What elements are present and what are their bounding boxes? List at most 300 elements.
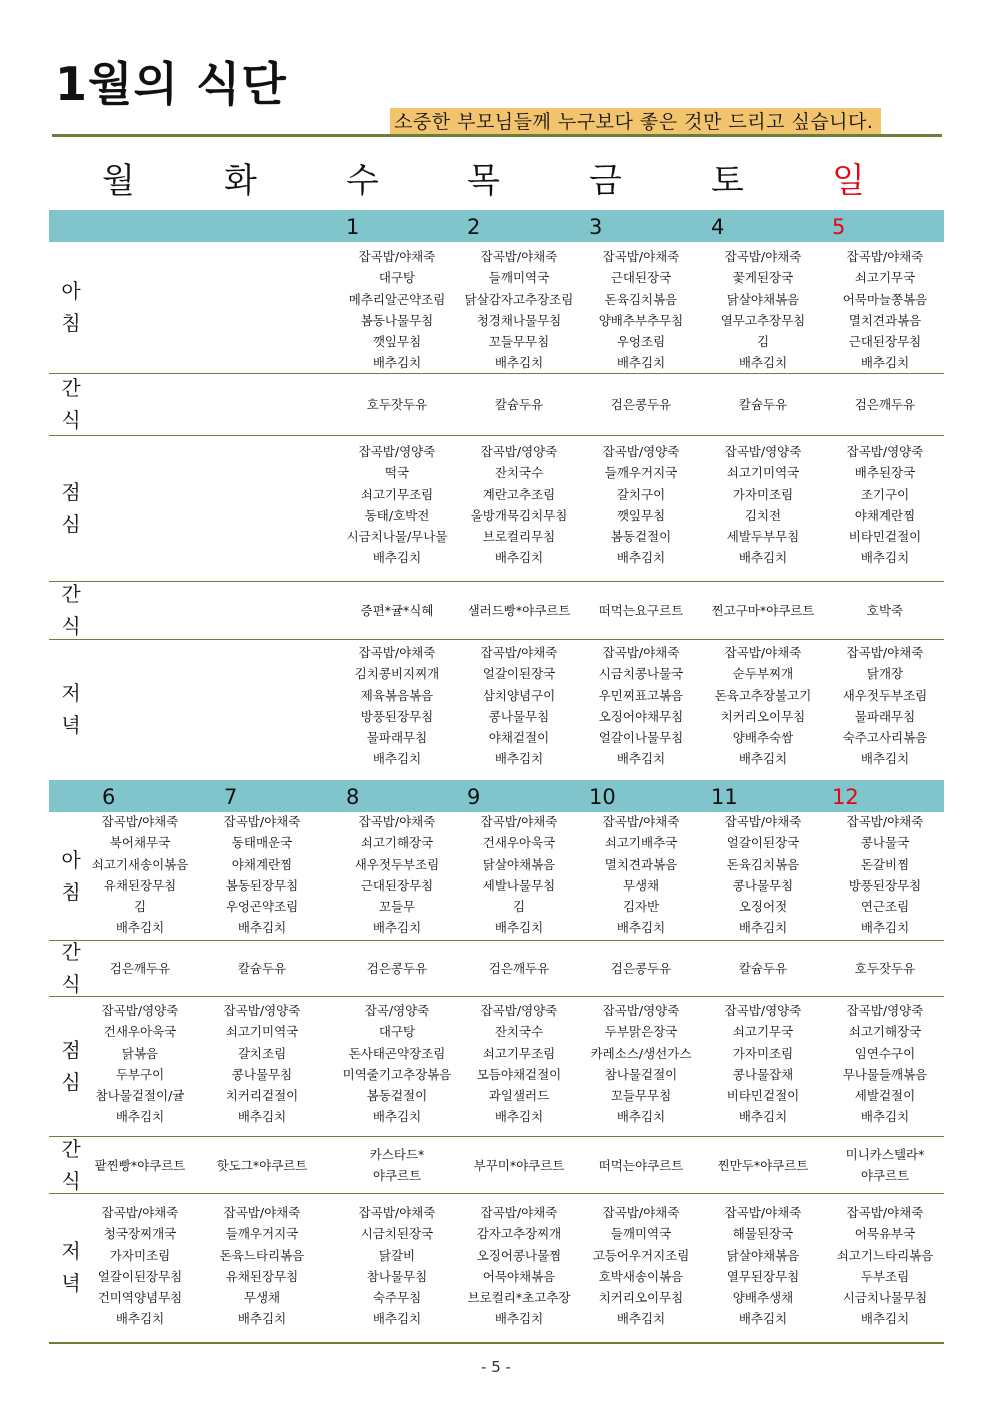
menu-item: 두부맑은장국 <box>604 1024 678 1040</box>
menu-item: 야채계란찜 <box>231 856 293 872</box>
menu-item: 대구탕 <box>378 270 416 286</box>
menu-item: 김 <box>512 899 526 915</box>
menu-cell <box>80 1202 200 1330</box>
menu-cell <box>825 958 945 979</box>
menu-item: 잔치국수 <box>494 1024 544 1040</box>
menu-cell <box>581 1202 701 1330</box>
meal-section-breakfast <box>49 242 944 374</box>
meal-label: 저 녁 <box>61 1239 81 1295</box>
menu-item: 배추김치 <box>237 1311 287 1327</box>
menu-item: 건미역양념무침 <box>97 1290 183 1306</box>
date-number: 10 <box>589 785 616 809</box>
menu-item: 임연수구이 <box>854 1045 916 1061</box>
menu-cell <box>80 1155 200 1176</box>
menu-item: 닭살감자고추장조림 <box>464 291 574 307</box>
menu-item: 감자고추장찌개 <box>476 1226 562 1242</box>
menu-cell <box>202 1000 322 1128</box>
menu-item: 모듬야채겉절이 <box>476 1066 562 1082</box>
menu-item: 치커리오이무침 <box>720 708 806 724</box>
menu-cell <box>825 246 945 374</box>
menu-item: 계란고추조림 <box>482 486 556 502</box>
menu-item: 돈육김치볶음 <box>604 291 678 307</box>
menu-item: 유채된장무침 <box>103 877 177 893</box>
menu-item: 김자반 <box>622 899 660 915</box>
menu-cell <box>825 394 945 415</box>
menu-cell <box>337 811 457 939</box>
menu-item: 잡곡밥/영양죽 <box>846 444 924 459</box>
menu-item: 잡곡밥/야채죽 <box>223 1205 301 1220</box>
menu-cell <box>825 441 945 569</box>
menu-item: 찐만두*야쿠르트 <box>717 1157 809 1173</box>
menu-item: 들깨미역국 <box>610 1226 672 1242</box>
menu-item: 시금치나물/무나물 <box>346 529 448 545</box>
menu-item: 얼갈이나물무침 <box>598 730 684 746</box>
menu-item: 무나물들깨볶음 <box>842 1066 928 1082</box>
menu-item: 배추김치 <box>372 1311 422 1327</box>
menu-item: 무생채 <box>243 1290 281 1306</box>
menu-cell <box>459 1000 579 1128</box>
menu-cell <box>337 246 457 374</box>
meal-label: 간 식 <box>61 1136 81 1193</box>
menu-cell <box>80 811 200 939</box>
menu-item: 치커리오이무침 <box>598 1290 684 1306</box>
menu-item: 세발나물무침 <box>482 877 556 893</box>
menu-item: 김치전 <box>744 507 782 523</box>
menu-item: 비타민겉절이 <box>726 1088 800 1104</box>
menu-item: 미니카스텔라* <box>845 1147 925 1163</box>
menu-item: 대구탕 <box>378 1024 416 1040</box>
menu-item: 칼슘두유 <box>738 961 788 977</box>
menu-cell <box>703 958 823 979</box>
menu-item: 닭갈비 <box>378 1247 416 1263</box>
menu-cell <box>202 811 322 939</box>
menu-item: 동태매운국 <box>231 835 293 851</box>
menu-item: 배추김치 <box>372 1109 422 1125</box>
menu-item: 삼치양념구이 <box>482 687 556 703</box>
menu-cell <box>703 1202 823 1330</box>
menu-cell <box>825 811 945 939</box>
menu-item: 돈육김치볶음 <box>726 856 800 872</box>
menu-item: 봄동겉절이 <box>366 1088 428 1104</box>
menu-item: 들깨우거지국 <box>604 465 678 481</box>
menu-item: 검은콩두유 <box>610 397 672 413</box>
menu-item: 꼬들무무침 <box>610 1088 672 1104</box>
menu-item: 쇠고기새송이볶음 <box>91 856 189 872</box>
date-number: 11 <box>711 785 738 809</box>
menu-item: 쇠고기무조림 <box>360 486 434 502</box>
menu-item: 근대된장국 <box>610 270 672 286</box>
menu-item: 배추김치 <box>237 1109 287 1125</box>
meal-label: 간 식 <box>61 582 81 638</box>
menu-cell <box>337 394 457 415</box>
menu-item: 얼갈이된장무침 <box>97 1268 183 1284</box>
menu-cell <box>581 1155 701 1176</box>
menu-item: 양배추부추무침 <box>598 312 684 328</box>
menu-item: 호박죽 <box>866 603 904 619</box>
menu-cell <box>825 1144 945 1187</box>
menu-item: 검은깨두유 <box>854 397 916 413</box>
menu-item: 열무고추장무침 <box>720 312 806 328</box>
menu-item: 배추김치 <box>860 550 910 566</box>
menu-cell <box>459 1155 579 1176</box>
menu-item: 얼갈이된장국 <box>482 666 556 682</box>
menu-item: 콩나물무침 <box>488 708 550 724</box>
menu-item: 참나물겉절이/귤 <box>95 1088 185 1104</box>
menu-cell <box>459 441 579 569</box>
menu-item: 배추김치 <box>237 920 287 936</box>
menu-cell <box>337 958 457 979</box>
menu-item: 잡곡밥/야채죽 <box>846 249 924 264</box>
menu-item: 방풍된장무침 <box>848 877 922 893</box>
menu-item: 미역줄기고추장볶음 <box>342 1066 452 1082</box>
menu-item: 잡곡밥/야채죽 <box>358 1205 436 1220</box>
menu-cell <box>337 1000 457 1128</box>
meal-section-snack1 <box>49 374 944 436</box>
menu-item: 검은콩두유 <box>610 961 672 977</box>
menu-item: 잡곡밥/영양죽 <box>101 1003 179 1018</box>
menu-item: 잡곡밥/야채죽 <box>480 814 558 829</box>
meal-label: 점 심 <box>61 480 81 536</box>
menu-item: 쇠고기무조림 <box>482 1045 556 1061</box>
day-tue: 화 <box>224 161 257 201</box>
menu-item: 잡곡밥/야채죽 <box>602 1205 680 1220</box>
menu-cell <box>459 642 579 770</box>
menu-item: 열무된장무침 <box>726 1268 800 1284</box>
title-divider <box>52 134 942 137</box>
meal-label: 간 식 <box>61 376 81 432</box>
page-subtitle: 소중한 부모님들께 누구보다 좋은 것만 드리고 싶습니다. <box>390 108 881 136</box>
menu-item: 배추김치 <box>860 751 910 767</box>
menu-cell <box>581 246 701 374</box>
menu-item: 김 <box>756 334 770 350</box>
menu-cell <box>459 811 579 939</box>
menu-cell <box>459 958 579 979</box>
menu-item: 쇠고기느타리볶음 <box>836 1247 934 1263</box>
menu-item: 배추김치 <box>738 1311 788 1327</box>
day-sun: 일 <box>832 161 865 201</box>
date-number: 4 <box>711 215 725 239</box>
menu-item: 핫도그*야쿠르트 <box>216 1157 308 1173</box>
menu-item: 숙주무침 <box>372 1290 422 1306</box>
menu-item: 배추김치 <box>860 1109 910 1125</box>
menu-item: 야채계란찜 <box>854 507 916 523</box>
menu-item: 야쿠르트 <box>860 1168 910 1184</box>
menu-item: 찐고구마*야쿠르트 <box>711 603 815 619</box>
menu-item: 물파래무침 <box>366 730 428 746</box>
menu-item: 배추김치 <box>494 1109 544 1125</box>
menu-cell <box>337 1144 457 1187</box>
menu-item: 잡곡밥/야채죽 <box>602 814 680 829</box>
menu-item: 배추김치 <box>494 355 544 371</box>
menu-item: 잡곡밥/야채죽 <box>101 814 179 829</box>
menu-cell <box>337 1202 457 1330</box>
menu-item: 새우젓두부조림 <box>354 856 440 872</box>
meal-section-lunch <box>49 997 944 1137</box>
menu-item: 세발두부무침 <box>726 529 800 545</box>
menu-item: 배추김치 <box>115 1109 165 1125</box>
meal-section-lunch <box>49 436 944 582</box>
menu-item: 우민찌표고볶음 <box>598 687 684 703</box>
menu-cell <box>337 441 457 569</box>
menu-item: 참나물겉절이 <box>604 1066 678 1082</box>
menu-cell <box>825 1202 945 1330</box>
menu-item: 잡곡밥/영양죽 <box>480 1003 558 1018</box>
menu-item: 양배추숙쌈 <box>732 730 794 746</box>
menu-cell <box>825 600 945 621</box>
menu-item: 쇠고기무국 <box>854 270 916 286</box>
menu-item: 칼슘두유 <box>237 961 287 977</box>
meal-section-breakfast <box>49 812 944 941</box>
menu-item: 시금치된장국 <box>360 1226 434 1242</box>
menu-item: 깻잎무침 <box>616 507 666 523</box>
menu-item: 잔치국수 <box>494 465 544 481</box>
menu-cell <box>703 811 823 939</box>
menu-item: 시금치콩나물국 <box>598 666 684 682</box>
menu-item: 쇠고기미역국 <box>225 1024 299 1040</box>
menu-item: 배추김치 <box>616 550 666 566</box>
menu-item: 잡곡밥/영양죽 <box>846 1003 924 1018</box>
menu-item: 브로컬리무침 <box>482 529 556 545</box>
menu-item: 배추김치 <box>494 751 544 767</box>
date-band <box>49 780 944 812</box>
menu-item: 야쿠르트 <box>372 1168 422 1184</box>
menu-item: 배추김치 <box>494 1311 544 1327</box>
menu-item: 잡곡밥/야채죽 <box>223 814 301 829</box>
menu-item: 배추김치 <box>115 920 165 936</box>
menu-cell <box>703 1155 823 1176</box>
menu-cell <box>581 600 701 621</box>
menu-item: 검은깨두유 <box>109 961 171 977</box>
menu-item: 잡곡밥/야채죽 <box>602 249 680 264</box>
menu-cell <box>337 642 457 770</box>
menu-item: 잡곡밥/영양죽 <box>358 444 436 459</box>
day-thu: 목 <box>467 161 500 201</box>
menu-item: 꽃게된장국 <box>732 270 794 286</box>
menu-item: 검은깨두유 <box>488 961 550 977</box>
menu-item: 증편*귤*식혜 <box>360 603 434 619</box>
menu-item: 배추김치 <box>738 920 788 936</box>
menu-cell <box>703 394 823 415</box>
menu-cell <box>202 1202 322 1330</box>
menu-item: 배추된장국 <box>854 465 916 481</box>
menu-item: 잡곡밥/야채죽 <box>358 814 436 829</box>
menu-item: 봄동나물무침 <box>360 312 434 328</box>
date-number: 5 <box>832 215 846 239</box>
menu-item: 배추김치 <box>860 355 910 371</box>
date-number: 12 <box>832 785 859 809</box>
menu-item: 호두잣두유 <box>854 961 916 977</box>
menu-item: 근대된장무침 <box>360 877 434 893</box>
menu-item: 어묵마늘쫑볶음 <box>842 291 928 307</box>
menu-item: 청경채나물무침 <box>476 312 562 328</box>
menu-item: 야채겉절이 <box>488 730 550 746</box>
date-band <box>49 210 944 242</box>
menu-item: 참나물무침 <box>366 1268 428 1284</box>
menu-item: 배추김치 <box>738 355 788 371</box>
meal-label: 점 심 <box>61 1038 81 1094</box>
menu-item: 배추김치 <box>616 1311 666 1327</box>
menu-item: 연근조림 <box>860 899 910 915</box>
menu-item: 쇠고기해장국 <box>848 1024 922 1040</box>
meal-section-snack2 <box>49 582 944 640</box>
bottom-divider <box>49 1342 944 1344</box>
menu-item: 칼슘두유 <box>494 397 544 413</box>
menu-item: 비타민겉절이 <box>848 529 922 545</box>
menu-cell <box>202 1155 322 1176</box>
menu-item: 콩나물잡채 <box>732 1066 794 1082</box>
menu-cell <box>581 642 701 770</box>
menu-cell <box>581 441 701 569</box>
menu-cell <box>581 958 701 979</box>
menu-item: 배추김치 <box>616 920 666 936</box>
menu-item: 봄동된장무침 <box>225 877 299 893</box>
meal-label: 저 녁 <box>61 681 81 737</box>
menu-item: 배추김치 <box>616 355 666 371</box>
menu-item: 울방개묵김치무침 <box>470 507 568 523</box>
menu-cell <box>337 600 457 621</box>
menu-item: 닭살야채볶음 <box>726 291 800 307</box>
menu-item: 근대된장무침 <box>848 334 922 350</box>
menu-item: 잡곡밥/야채죽 <box>480 1205 558 1220</box>
menu-item: 팥찐빵*야쿠르트 <box>94 1157 186 1173</box>
menu-item: 잡곡밥/야채죽 <box>101 1205 179 1220</box>
menu-cell <box>80 1000 200 1128</box>
date-number: 8 <box>346 785 360 809</box>
menu-cell <box>703 1000 823 1128</box>
menu-item: 잡곡밥/야채죽 <box>724 814 802 829</box>
menu-item: 방풍된장무침 <box>360 708 434 724</box>
menu-item: 배추김치 <box>372 920 422 936</box>
menu-item: 건새우아욱국 <box>103 1024 177 1040</box>
menu-cell <box>581 394 701 415</box>
menu-item: 가자미조림 <box>732 486 794 502</box>
menu-item: 봄동겉절이 <box>610 529 672 545</box>
menu-item: 돈갈비찜 <box>860 856 910 872</box>
menu-item: 콩나물국 <box>860 835 910 851</box>
menu-item: 닭개장 <box>866 666 904 682</box>
menu-item: 오징어야채무침 <box>598 708 684 724</box>
date-number: 6 <box>102 785 116 809</box>
menu-item: 배추김치 <box>738 1109 788 1125</box>
menu-item: 잡곡밥/영양죽 <box>724 444 802 459</box>
date-number: 2 <box>467 215 481 239</box>
menu-item: 콩나물무침 <box>231 1066 293 1082</box>
menu-item: 호두잣두유 <box>366 397 428 413</box>
menu-item: 잡곡밥/야채죽 <box>724 249 802 264</box>
menu-item: 가자미조림 <box>732 1045 794 1061</box>
meal-section-snack2 <box>49 1137 944 1194</box>
menu-item: 배추김치 <box>372 355 422 371</box>
menu-item: 북어채무국 <box>109 835 171 851</box>
menu-cell <box>581 1000 701 1128</box>
menu-item: 떡국 <box>384 465 410 481</box>
menu-item: 잡곡밥/야채죽 <box>846 645 924 660</box>
menu-item: 검은콩두유 <box>366 961 428 977</box>
menu-item: 닭살야채볶음 <box>482 856 556 872</box>
date-number: 3 <box>589 215 603 239</box>
menu-item: 제육볶음볶음 <box>360 687 434 703</box>
menu-item: 메추리알곤약조림 <box>348 291 446 307</box>
menu-item: 잡곡밥/야채죽 <box>480 249 558 264</box>
menu-item: 배추김치 <box>738 751 788 767</box>
menu-item: 들깨미역국 <box>488 270 550 286</box>
menu-item: 꼬들무 <box>378 899 416 915</box>
menu-item: 잡곡밥/영양죽 <box>602 444 680 459</box>
menu-item: 칼슘두유 <box>738 397 788 413</box>
menu-item: 콩나물무침 <box>732 877 794 893</box>
menu-cell <box>581 811 701 939</box>
menu-item: 갈치구이 <box>616 486 666 502</box>
menu-item: 치커리겉절이 <box>225 1088 299 1104</box>
menu-cell <box>459 246 579 374</box>
menu-item: 숙주고사리볶음 <box>842 730 928 746</box>
menu-item: 잡곡밥/영양죽 <box>223 1003 301 1018</box>
menu-item: 잡곡밥/야채죽 <box>602 645 680 660</box>
weekday-header <box>0 158 992 204</box>
meal-label: 간 식 <box>61 940 81 996</box>
menu-item: 배추김치 <box>738 550 788 566</box>
menu-item: 조기구이 <box>860 486 910 502</box>
page-number: - 5 - <box>481 1358 511 1376</box>
day-sat: 토 <box>711 161 744 201</box>
menu-item: 깻잎무침 <box>372 334 422 350</box>
menu-item: 쇠고기무국 <box>732 1024 794 1040</box>
menu-item: 배추김치 <box>616 1109 666 1125</box>
menu-item: 멸치견과볶음 <box>848 312 922 328</box>
day-mon: 월 <box>102 161 135 201</box>
menu-item: 떠먹는요구르트 <box>598 603 684 619</box>
menu-cell <box>703 246 823 374</box>
menu-item: 우엉조림 <box>616 334 666 350</box>
meal-label: 아 침 <box>61 279 81 335</box>
menu-item: 배추김치 <box>494 920 544 936</box>
menu-cell <box>703 600 823 621</box>
menu-item: 잡곡/영양죽 <box>364 1003 430 1018</box>
menu-item: 갈치조림 <box>237 1045 287 1061</box>
menu-item: 떠먹는야쿠르트 <box>598 1157 684 1173</box>
menu-item: 배추김치 <box>115 1311 165 1327</box>
menu-item: 배추김치 <box>860 920 910 936</box>
day-wed: 수 <box>346 161 379 201</box>
menu-item: 오징어젓 <box>738 899 788 915</box>
menu-item: 우엉곤약조림 <box>225 899 299 915</box>
menu-item: 잡곡밥/영양죽 <box>480 444 558 459</box>
menu-item: 오징어콩나물찜 <box>476 1247 562 1263</box>
menu-item: 김 <box>133 899 147 915</box>
menu-item: 배추김치 <box>860 1311 910 1327</box>
menu-item: 잡곡밥/야채죽 <box>846 1205 924 1220</box>
menu-cell <box>703 642 823 770</box>
menu-item: 과일샐러드 <box>488 1088 550 1104</box>
date-number: 1 <box>346 215 360 239</box>
menu-item: 건새우아욱국 <box>482 835 556 851</box>
menu-item: 배추김치 <box>494 550 544 566</box>
menu-item: 무생채 <box>622 877 660 893</box>
menu-cell <box>459 394 579 415</box>
menu-item: 새우젓두부조림 <box>842 687 928 703</box>
menu-item: 얼갈이된장국 <box>726 835 800 851</box>
menu-item: 부꾸미*야쿠르트 <box>473 1157 565 1173</box>
menu-item: 물파래무침 <box>854 708 916 724</box>
menu-item: 두부구이 <box>115 1066 165 1082</box>
menu-item: 카스타드* <box>369 1147 425 1163</box>
menu-item: 동태/호박전 <box>364 507 430 523</box>
menu-item: 어묵야채볶음 <box>482 1268 556 1284</box>
menu-item: 잡곡밥/야채죽 <box>358 249 436 264</box>
menu-cell <box>459 1202 579 1330</box>
menu-item: 양배추생채 <box>732 1290 794 1306</box>
menu-item: 닭살야채볶음 <box>726 1247 800 1263</box>
